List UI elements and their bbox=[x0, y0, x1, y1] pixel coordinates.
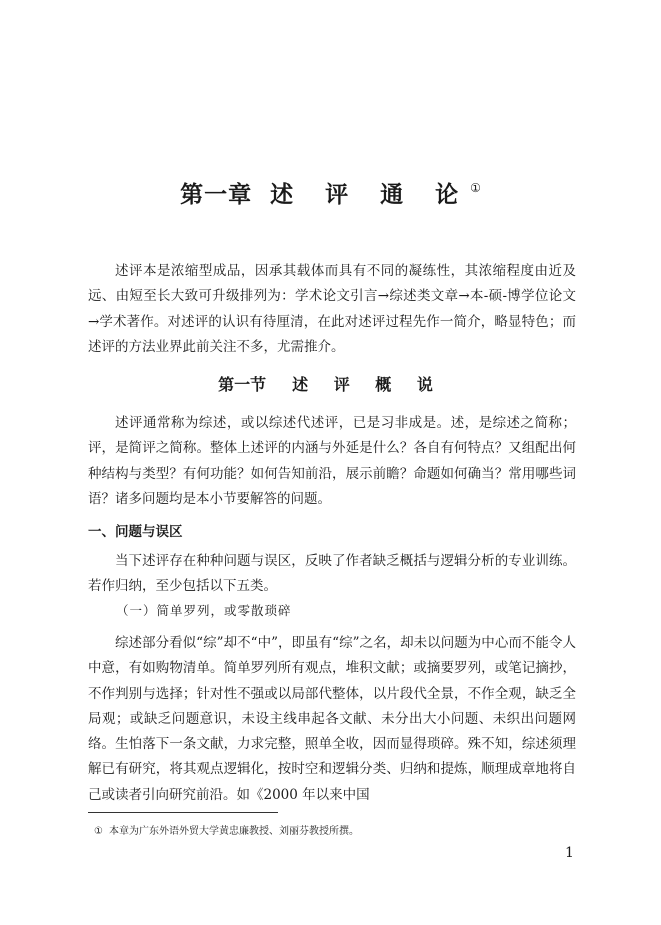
subheading-simple-listing: （一）简单罗列，或零散琐碎 bbox=[116, 603, 292, 618]
section-label: 第一节 bbox=[218, 375, 267, 394]
footnote-divider bbox=[88, 812, 278, 813]
heading-paragraph: 当下述评存在种种问题与误区，反映了作者缺乏概括与逻辑分析的专业训练。若作归纳，至少包括以下五类。 bbox=[88, 553, 576, 595]
section-name: 述 评 概 说 bbox=[292, 375, 443, 394]
section-paragraph: 述评通常称为综述，或以综述代述评，已是习非成是。述，是综述之简称；评，是简评之简称。整体上述评的内涵与外延是什么？各自有何特点？又组配出何种结构与类型？有何功能？如何告知前沿，展示前瞻？命题如何确当？常用哪些词语？诸多问题均是本小节要解答的问题。 bbox=[88, 415, 576, 507]
heading-problems-and-pitfalls: 一、问题与误区 bbox=[88, 524, 183, 540]
chapter-name: 述 评 通 论 bbox=[270, 182, 471, 208]
footnote-text: 本章为广东外语外贸大学黄忠廉教授、刘丽芬教授所撰。 bbox=[108, 826, 359, 837]
chapter-footnote-mark[interactable]: ① bbox=[470, 181, 481, 195]
page-number: 1 bbox=[565, 845, 574, 861]
chapter-label: 第一章 bbox=[180, 182, 253, 208]
chapter-title bbox=[0, 176, 661, 209]
footnote-mark: ① bbox=[94, 826, 103, 837]
footnote bbox=[94, 822, 359, 837]
section-title bbox=[0, 372, 661, 395]
intro-paragraph: 述评本是浓缩型成品，因承其载体而具有不同的凝练性，其浓缩程度由近及远、由短至长大致可升级排列为：学术论文引言→综述类文章→本-硕-博学位论文→学术著作。对述评的认识有待厘清，在此对述评过程先作一简介，略显特色；而述评的方法业界此前关注不多，尤需推介。 bbox=[88, 263, 576, 355]
subheading-paragraph: 综述部分看似“综”却不“中”，即虽有“综”之名，却未以问题为中心而不能令人中意，有如购物清单。简单罗列所有观点，堆积文献；或摘要罗列，或笔记摘抄，不作判别与选择；针对性不强或以局部代整体，以片段代全景，不作全观，缺乏全局观；或缺乏问题意识，未设主线串起各文献、未分出大小问题、未织出问题网络。生怕落下一条文献，力求完整，照单全收，因而显得琐碎。殊不知，综述须理解已有研究，将其观点逻辑化，按时空和逻辑分类、归纳和提炼，顺理成章地将自己或读者引向研究前沿。如《2000 年以来中国 bbox=[88, 635, 576, 803]
